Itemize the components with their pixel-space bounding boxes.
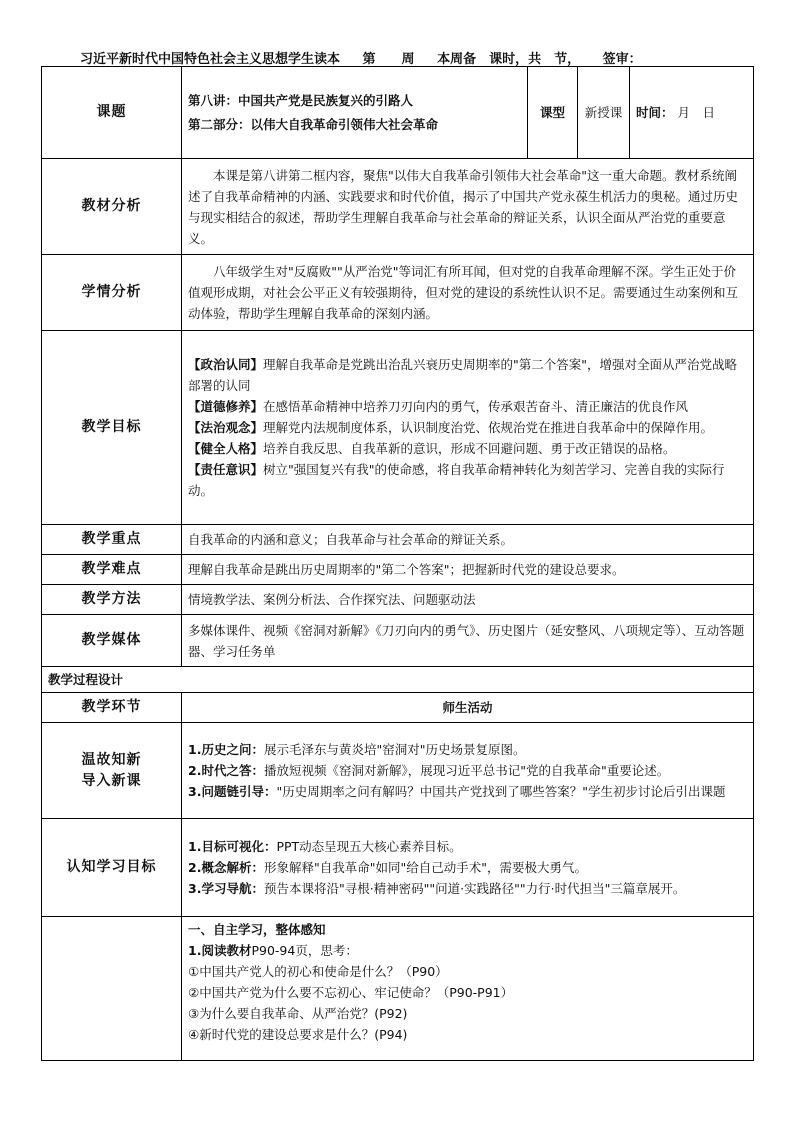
question-item: ④新时代党的建设总要求是什么？(P94) xyxy=(188,1027,408,1042)
self-study-heading: 一、自主学习，整体感知 xyxy=(188,922,326,937)
goals-cell xyxy=(182,331,754,525)
goals-row xyxy=(42,331,754,525)
goals-label: 教学目标 xyxy=(42,331,182,525)
goal-tag: 【健全人格】 xyxy=(188,441,264,456)
goal-item xyxy=(188,417,747,438)
students-row xyxy=(42,255,754,331)
process-col-activity: 师生活动 xyxy=(182,693,754,723)
objectives-label: 认知学习目标 xyxy=(42,819,182,917)
objective-item xyxy=(188,857,747,878)
topic-cell xyxy=(182,67,528,159)
objective-tag: 1.目标可视化： xyxy=(188,839,277,854)
intro-item xyxy=(188,781,747,802)
intro-tag: 1.历史之问： xyxy=(188,742,264,757)
question-item: ②中国共产党为什么要不忘初心、牢记使命？（P90-P91） xyxy=(188,985,514,1000)
self-study-row xyxy=(42,917,754,1061)
topic-row xyxy=(42,67,754,159)
media-text: 多媒体课件、视频《窑洞对新解》《刀刃向内的勇气》、历史图片（延安整风、八项规定等）、互动答题器、学习任务单 xyxy=(182,615,754,667)
time-value: 月 日 xyxy=(677,105,716,120)
goal-text: 理解自我革命是党跳出治乱兴衰历史周期率的"第二个答案"，增强对全面从严治党战略部署的认同 xyxy=(188,357,738,393)
question-item: ①中国共产党人的初心和使命是什么？（P90） xyxy=(188,964,448,979)
time-label: 时间： xyxy=(636,105,674,120)
objective-item xyxy=(188,836,747,857)
intro-item xyxy=(188,739,747,760)
methods-text: 情境教学法、案例分析法、合作探究法、问题驱动法 xyxy=(182,585,754,615)
process-title: 教学过程设计 xyxy=(42,667,754,693)
question-item: ③为什么要自我革命、从严治党？(P92) xyxy=(188,1006,408,1021)
intro-item xyxy=(188,760,747,781)
intro-row xyxy=(42,723,754,819)
goal-tag: 【法治观念】 xyxy=(188,420,264,435)
methods-label: 教学方法 xyxy=(42,585,182,615)
intro-tag: 2.时代之答： xyxy=(188,763,264,778)
intro-text: 展示毛泽东与黄炎培"窑洞对"历史场景复原图。 xyxy=(263,742,526,757)
instruction-text: P90-94页，思考： xyxy=(251,943,358,958)
goal-tag: 【道德修养】 xyxy=(188,399,264,414)
key-points-row xyxy=(42,525,754,555)
book-title: 习近平新时代中国特色社会主义思想学生读本 xyxy=(80,52,341,67)
intro-label-line-2: 导入新课 xyxy=(81,772,142,789)
objectives-row xyxy=(42,819,754,917)
instruction-tag: 1.阅读教材 xyxy=(188,943,252,958)
prep-field: 本周备 课时，共 节， xyxy=(437,52,581,67)
objective-text: 预告本课将沿"寻根·精神密码""问道·实践路径""力行·时代担当"三篇章展开。 xyxy=(263,881,686,896)
goal-text: 树立"强国复兴有我"的使命感，将自我革命精神转化为刻苦学习、完善自我的实际行动。 xyxy=(188,462,725,498)
goal-item xyxy=(188,354,747,396)
goal-tag: 【责任意识】 xyxy=(188,462,264,477)
process-col-stage: 教学环节 xyxy=(42,693,182,723)
page-header xyxy=(80,48,720,67)
intro-label xyxy=(42,723,182,819)
textbook-label: 教材分析 xyxy=(42,159,182,255)
week-field: 第 周 xyxy=(362,52,415,67)
objectives-cell xyxy=(182,819,754,917)
time-cell xyxy=(630,67,754,159)
lesson-type-label: 课型 xyxy=(528,67,578,159)
media-row xyxy=(42,615,754,667)
intro-text: 播放短视频《窑洞对新解》，展现习近平总书记"党的自我革命"重要论述。 xyxy=(263,763,670,778)
process-header-row xyxy=(42,693,754,723)
objective-tag: 2.概念解析： xyxy=(188,860,264,875)
objective-tag: 3.学习导航： xyxy=(188,881,264,896)
students-label: 学情分析 xyxy=(42,255,182,331)
objective-text: 形象解释"自我革命"如同"给自己动手术"，需要极大勇气。 xyxy=(263,860,587,875)
difficulties-row xyxy=(42,555,754,585)
lesson-plan-table xyxy=(41,66,754,1061)
key-points-text: 自我革命的内涵和意义；自我革命与社会革命的辩证关系。 xyxy=(182,525,754,555)
self-study-cell xyxy=(182,917,754,1061)
review-field: 签审： xyxy=(602,52,642,67)
objective-item xyxy=(188,878,747,899)
process-title-row xyxy=(42,667,754,693)
goal-text: 在感悟革命精神中培养刀刃向内的勇气，传承艰苦奋斗、清正廉洁的优良作风 xyxy=(263,399,689,414)
topic-line-2: 第二部分：以伟大自我革命引领伟大社会革命 xyxy=(188,116,439,132)
methods-row xyxy=(42,585,754,615)
intro-cell xyxy=(182,723,754,819)
self-study-stage xyxy=(42,917,182,1061)
key-points-label: 教学重点 xyxy=(42,525,182,555)
goal-tag: 【政治认同】 xyxy=(188,357,264,372)
goal-item xyxy=(188,396,747,417)
textbook-row xyxy=(42,159,754,255)
textbook-text: 本课是第八讲第二框内容，聚焦"以伟大自我革命引领伟大社会革命"这一重大命题。教材系统阐述了自我革命精神的内涵、实践要求和时代价值，揭示了中国共产党永葆生机活力的奥秘。通过历史与现实相结合的叙述，帮助学生理解自我革命与社会革命的辩证关系，认识全面从严治党的重要意义。 xyxy=(182,159,754,255)
students-text: 八年级学生对"反腐败""从严治党"等词汇有所耳闻，但对党的自我革命理解不深。学生正处于价值观形成期，对社会公平正义有较强期待，但对党的建设的系统性认识不足。需要通过生动案例和互动体验，帮助学生理解自我革命的深刻内涵。 xyxy=(182,255,754,331)
goal-text: 理解党内法规制度体系，认识制度治党、依规治党在推进自我革命中的保障作用。 xyxy=(263,420,714,435)
difficulties-text: 理解自我革命是跳出历史周期率的"第二个答案"；把握新时代党的建设总要求。 xyxy=(182,555,754,585)
goal-item xyxy=(188,459,747,501)
intro-label-line-1: 温故知新 xyxy=(81,751,142,768)
intro-tag: 3.问题链引导： xyxy=(188,784,277,799)
difficulties-label: 教学难点 xyxy=(42,555,182,585)
topic-line-1: 第八讲：中国共产党是民族复兴的引路人 xyxy=(188,92,414,108)
topic-label: 课题 xyxy=(42,67,182,159)
self-study-instruction xyxy=(188,940,747,961)
objective-text: PPT动态呈现五大核心素养目标。 xyxy=(276,839,462,854)
media-label: 教学媒体 xyxy=(42,615,182,667)
intro-text: "历史周期率之问有解吗？中国共产党找到了哪些答案？"学生初步讨论后引出课题 xyxy=(276,784,726,799)
goal-item xyxy=(188,438,747,459)
lesson-type-value: 新授课 xyxy=(578,67,630,159)
goal-text: 培养自我反思、自我革新的意识，形成不回避问题、勇于改正错误的品格。 xyxy=(263,441,676,456)
